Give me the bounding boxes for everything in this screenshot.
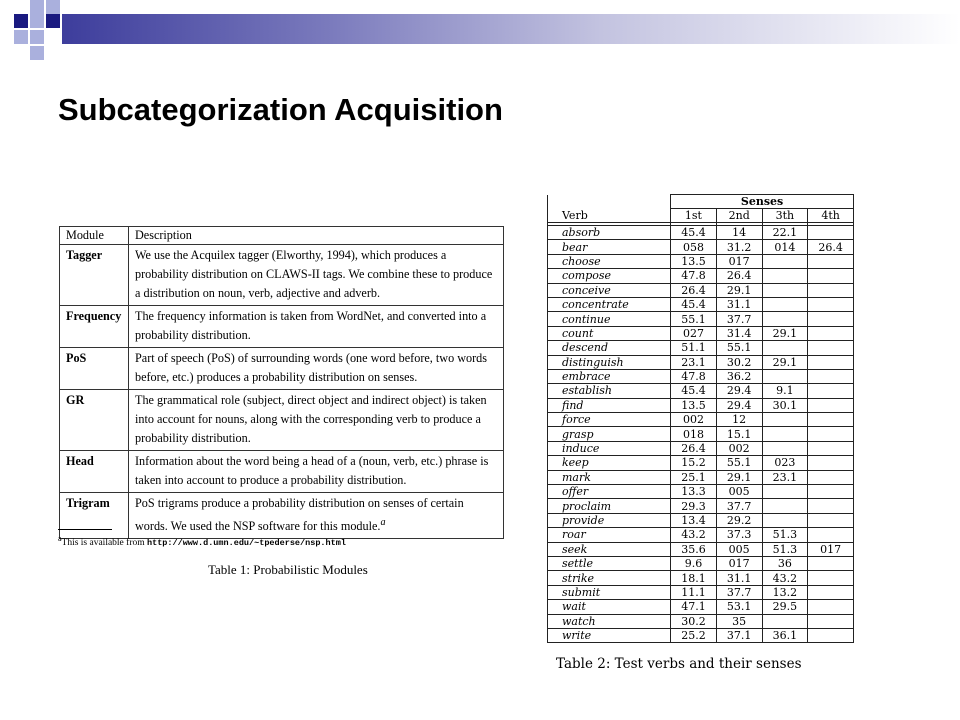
- sense-value-cell: 45.4: [671, 384, 717, 398]
- column-header-sense-2: 2nd: [716, 209, 762, 223]
- sense-value-cell: 26.4: [808, 240, 854, 254]
- verb-cell: keep: [548, 456, 671, 470]
- table1-footnote: [58, 534, 346, 548]
- table-test-verbs: [547, 194, 854, 644]
- sense-value-cell: [762, 513, 808, 527]
- sense-value-cell: 55.1: [716, 456, 762, 470]
- sense-value-cell: [808, 528, 854, 542]
- verb-cell: grasp: [548, 427, 671, 441]
- table-row: [548, 355, 854, 369]
- sense-value-cell: 43.2: [671, 528, 717, 542]
- sense-value-cell: 35: [716, 614, 762, 628]
- verb-cell: choose: [548, 254, 671, 268]
- sense-value-cell: [762, 441, 808, 455]
- column-header-module: Module: [60, 227, 129, 245]
- senses-group-header: Senses: [671, 195, 854, 209]
- deco-square: [14, 14, 28, 28]
- column-header-sense-1: 1st: [671, 209, 717, 223]
- sense-value-cell: 45.4: [671, 297, 717, 311]
- sense-value-cell: 53.1: [716, 600, 762, 614]
- description-text: PoS trigrams produce a probability distribution on senses of certain words. We used the NSP software for this module.: [135, 496, 464, 534]
- module-description-cell: [129, 348, 504, 390]
- sense-value-cell: 36.2: [716, 369, 762, 383]
- footnote-url: http://www.d.umn.edu/~tpederse/nsp.html: [147, 538, 346, 549]
- sense-value-cell: 14: [716, 226, 762, 240]
- verb-cell: descend: [548, 341, 671, 355]
- verb-cell: wait: [548, 600, 671, 614]
- sense-value-cell: [808, 254, 854, 268]
- sense-value-cell: 22.1: [762, 226, 808, 240]
- sense-value-cell: 35.6: [671, 542, 717, 556]
- module-name-cell: PoS: [60, 348, 129, 390]
- table-row: [548, 585, 854, 599]
- sense-value-cell: [808, 441, 854, 455]
- sense-value-cell: [762, 485, 808, 499]
- sense-value-cell: [762, 297, 808, 311]
- verb-cell: continue: [548, 312, 671, 326]
- sense-value-cell: 37.7: [716, 499, 762, 513]
- sense-value-cell: 017: [716, 556, 762, 570]
- column-header-description: Description: [129, 227, 504, 245]
- sense-value-cell: [808, 499, 854, 513]
- table1-body: [60, 245, 504, 539]
- sense-value-cell: [808, 341, 854, 355]
- sense-value-cell: [808, 485, 854, 499]
- sense-value-cell: 43.2: [762, 571, 808, 585]
- module-name-cell: Tagger: [60, 245, 129, 306]
- module-description-cell: [129, 306, 504, 348]
- sense-value-cell: 37.7: [716, 585, 762, 599]
- module-name-cell: Head: [60, 451, 129, 493]
- sense-value-cell: [808, 355, 854, 369]
- verb-cell: provide: [548, 513, 671, 527]
- sense-value-cell: [808, 312, 854, 326]
- sense-value-cell: 45.4: [671, 226, 717, 240]
- sense-value-cell: 002: [671, 413, 717, 427]
- sense-value-cell: 005: [716, 542, 762, 556]
- sense-value-cell: 36: [762, 556, 808, 570]
- slide-title: Subcategorization Acquisition: [58, 92, 503, 127]
- table-row: [548, 485, 854, 499]
- table-row: [548, 269, 854, 283]
- verb-cell: watch: [548, 614, 671, 628]
- table-row: [548, 456, 854, 470]
- footnote-rule: [58, 529, 112, 530]
- sense-value-cell: 15.1: [716, 427, 762, 441]
- footnote-mark: a: [58, 534, 62, 543]
- sense-value-cell: 26.4: [671, 441, 717, 455]
- verb-cell: proclaim: [548, 499, 671, 513]
- table2-grid: [547, 194, 854, 643]
- table-row: [548, 542, 854, 556]
- deco-square: [30, 0, 44, 14]
- sense-value-cell: 26.4: [671, 283, 717, 297]
- sense-value-cell: 13.2: [762, 585, 808, 599]
- table-row: [548, 427, 854, 441]
- module-name-cell: GR: [60, 390, 129, 451]
- sense-value-cell: [808, 571, 854, 585]
- table-row: [548, 369, 854, 383]
- verb-cell: find: [548, 398, 671, 412]
- title-gradient-bar: [62, 14, 960, 44]
- sense-value-cell: 023: [762, 456, 808, 470]
- table-row: [548, 413, 854, 427]
- sense-value-cell: [808, 283, 854, 297]
- sense-value-cell: [808, 384, 854, 398]
- table2-group-header-row: [548, 195, 854, 209]
- sense-value-cell: 9.6: [671, 556, 717, 570]
- sense-value-cell: 018: [671, 427, 717, 441]
- verb-cell: concentrate: [548, 297, 671, 311]
- table-row: [548, 499, 854, 513]
- table2-body: [548, 195, 854, 643]
- deco-square: [30, 14, 44, 28]
- table-row: [548, 556, 854, 570]
- table1-caption: Table 1: Probabilistic Modules: [208, 562, 368, 577]
- sense-value-cell: 9.1: [762, 384, 808, 398]
- column-header-verb: Verb: [548, 209, 671, 223]
- sense-value-cell: [808, 628, 854, 642]
- sense-value-cell: 36.1: [762, 628, 808, 642]
- table-row: [548, 240, 854, 254]
- footnote-mark: a: [380, 517, 386, 528]
- verb-cell: offer: [548, 485, 671, 499]
- sense-value-cell: 31.4: [716, 326, 762, 340]
- table-row: [548, 326, 854, 340]
- table2-caption: Table 2: Test verbs and their senses: [556, 656, 802, 672]
- sense-value-cell: 23.1: [671, 355, 717, 369]
- sense-value-cell: 014: [762, 240, 808, 254]
- sense-value-cell: 51.1: [671, 341, 717, 355]
- verb-cell: embrace: [548, 369, 671, 383]
- table-row: [548, 513, 854, 527]
- sense-value-cell: 29.1: [762, 326, 808, 340]
- sense-value-cell: 29.2: [716, 513, 762, 527]
- verb-cell: seek: [548, 542, 671, 556]
- sense-value-cell: [808, 297, 854, 311]
- sense-value-cell: 31.2: [716, 240, 762, 254]
- table-header-row: [60, 227, 504, 245]
- module-name-cell: Trigram: [60, 493, 129, 539]
- sense-value-cell: 47.8: [671, 369, 717, 383]
- table2-header-row: [548, 209, 854, 223]
- sense-value-cell: [762, 283, 808, 297]
- table-row: [548, 528, 854, 542]
- sense-value-cell: 23.1: [762, 470, 808, 484]
- verb-cell: roar: [548, 528, 671, 542]
- table-row: [60, 390, 504, 451]
- table-row: [548, 600, 854, 614]
- sense-value-cell: [808, 269, 854, 283]
- sense-value-cell: 058: [671, 240, 717, 254]
- sense-value-cell: [762, 427, 808, 441]
- sense-value-cell: 29.1: [762, 355, 808, 369]
- sense-value-cell: 29.5: [762, 600, 808, 614]
- sense-value-cell: 18.1: [671, 571, 717, 585]
- verb-cell: conceive: [548, 283, 671, 297]
- module-description-cell: [129, 451, 504, 493]
- verb-cell: distinguish: [548, 355, 671, 369]
- deco-square: [46, 0, 60, 14]
- sense-value-cell: [762, 341, 808, 355]
- sense-value-cell: 47.1: [671, 600, 717, 614]
- sense-value-cell: 30.2: [716, 355, 762, 369]
- sense-value-cell: 51.3: [762, 542, 808, 556]
- deco-square: [46, 14, 60, 28]
- verb-cell: establish: [548, 384, 671, 398]
- sense-value-cell: 30.2: [671, 614, 717, 628]
- verb-cell: bear: [548, 240, 671, 254]
- sense-value-cell: [762, 499, 808, 513]
- sense-value-cell: [762, 369, 808, 383]
- sense-value-cell: 017: [716, 254, 762, 268]
- description-text: Information about the word being a head of a (noun, verb, etc.) phrase is taken into account to produce a probability distribution.: [135, 454, 489, 487]
- sense-value-cell: 29.1: [716, 283, 762, 297]
- verb-cell: strike: [548, 571, 671, 585]
- table-row: [548, 341, 854, 355]
- sense-value-cell: 29.4: [716, 384, 762, 398]
- sense-value-cell: [762, 254, 808, 268]
- sense-value-cell: [808, 226, 854, 240]
- description-text: We use the Acquilex tagger (Elworthy, 1994), which produces a probability distribution on CLAWS-II tags. We combine these to produce a distribution on noun, verb, adjective and adverb.: [135, 248, 493, 300]
- sense-value-cell: [808, 326, 854, 340]
- sense-value-cell: 002: [716, 441, 762, 455]
- verb-cell: write: [548, 628, 671, 642]
- verb-cell: settle: [548, 556, 671, 570]
- table-row: [548, 441, 854, 455]
- sense-value-cell: [808, 427, 854, 441]
- description-text: Part of speech (PoS) of surrounding words (one word before, two words before, etc.) produces a probability distribution on senses.: [135, 351, 488, 384]
- table-row: [548, 283, 854, 297]
- sense-value-cell: [808, 369, 854, 383]
- sense-value-cell: 55.1: [671, 312, 717, 326]
- sense-value-cell: [808, 614, 854, 628]
- module-description-cell: [129, 245, 504, 306]
- sense-value-cell: 30.1: [762, 398, 808, 412]
- sense-value-cell: [808, 470, 854, 484]
- sense-value-cell: [808, 513, 854, 527]
- verb-cell: mark: [548, 470, 671, 484]
- table-row: [548, 254, 854, 268]
- table-row: [548, 226, 854, 240]
- sense-value-cell: [762, 614, 808, 628]
- deco-square: [14, 30, 28, 44]
- sense-value-cell: 13.5: [671, 254, 717, 268]
- table-row: [60, 306, 504, 348]
- sense-value-cell: 13.4: [671, 513, 717, 527]
- sense-value-cell: 37.3: [716, 528, 762, 542]
- sense-value-cell: 26.4: [716, 269, 762, 283]
- sense-value-cell: 15.2: [671, 456, 717, 470]
- table-probabilistic-modules: [59, 226, 504, 539]
- verb-cell: submit: [548, 585, 671, 599]
- table-row: [60, 245, 504, 306]
- table-row: [60, 493, 504, 539]
- table-row: [60, 451, 504, 493]
- sense-value-cell: 13.5: [671, 398, 717, 412]
- module-description-cell: [129, 390, 504, 451]
- column-header-sense-3: 3th: [762, 209, 808, 223]
- verb-cell: compose: [548, 269, 671, 283]
- sense-value-cell: [762, 312, 808, 326]
- deco-square: [30, 46, 44, 60]
- sense-value-cell: 25.1: [671, 470, 717, 484]
- sense-value-cell: 29.3: [671, 499, 717, 513]
- sense-value-cell: 31.1: [716, 571, 762, 585]
- deco-square: [30, 30, 44, 44]
- sense-value-cell: [808, 413, 854, 427]
- sense-value-cell: [808, 585, 854, 599]
- sense-value-cell: 005: [716, 485, 762, 499]
- sense-value-cell: 027: [671, 326, 717, 340]
- description-text: The grammatical role (subject, direct object and indirect object) is taken into account for nouns, along with the corresponding verb to produce a probability distribution.: [135, 393, 487, 445]
- sense-value-cell: [808, 600, 854, 614]
- sense-value-cell: [808, 556, 854, 570]
- table-row: [60, 348, 504, 390]
- verb-cell: force: [548, 413, 671, 427]
- verb-cell: absorb: [548, 226, 671, 240]
- verb-cell: induce: [548, 441, 671, 455]
- header-decoration: [0, 0, 960, 60]
- footnote-text: This is available from: [61, 538, 147, 549]
- sense-value-cell: 37.1: [716, 628, 762, 642]
- table-row: [548, 571, 854, 585]
- table-row: [548, 628, 854, 642]
- sense-value-cell: 017: [808, 542, 854, 556]
- column-header-sense-4: 4th: [808, 209, 854, 223]
- verb-cell: count: [548, 326, 671, 340]
- table-row: [548, 297, 854, 311]
- table-row: [548, 614, 854, 628]
- sense-value-cell: 31.1: [716, 297, 762, 311]
- sense-value-cell: 11.1: [671, 585, 717, 599]
- module-name-cell: Frequency: [60, 306, 129, 348]
- description-text: The frequency information is taken from WordNet, and converted into a probability distribution.: [135, 309, 487, 342]
- sense-value-cell: 37.7: [716, 312, 762, 326]
- sense-value-cell: 51.3: [762, 528, 808, 542]
- sense-value-cell: 13.3: [671, 485, 717, 499]
- header-blank-cell: [548, 195, 671, 209]
- sense-value-cell: 29.4: [716, 398, 762, 412]
- sense-value-cell: 29.1: [716, 470, 762, 484]
- table-row: [548, 312, 854, 326]
- sense-value-cell: [762, 269, 808, 283]
- sense-value-cell: 47.8: [671, 269, 717, 283]
- module-description-cell: [129, 493, 504, 539]
- sense-value-cell: [808, 456, 854, 470]
- sense-value-cell: [762, 413, 808, 427]
- sense-value-cell: [808, 398, 854, 412]
- sense-value-cell: 12: [716, 413, 762, 427]
- table-row: [548, 470, 854, 484]
- table-row: [548, 398, 854, 412]
- sense-value-cell: 55.1: [716, 341, 762, 355]
- table-row: [548, 384, 854, 398]
- sense-value-cell: 25.2: [671, 628, 717, 642]
